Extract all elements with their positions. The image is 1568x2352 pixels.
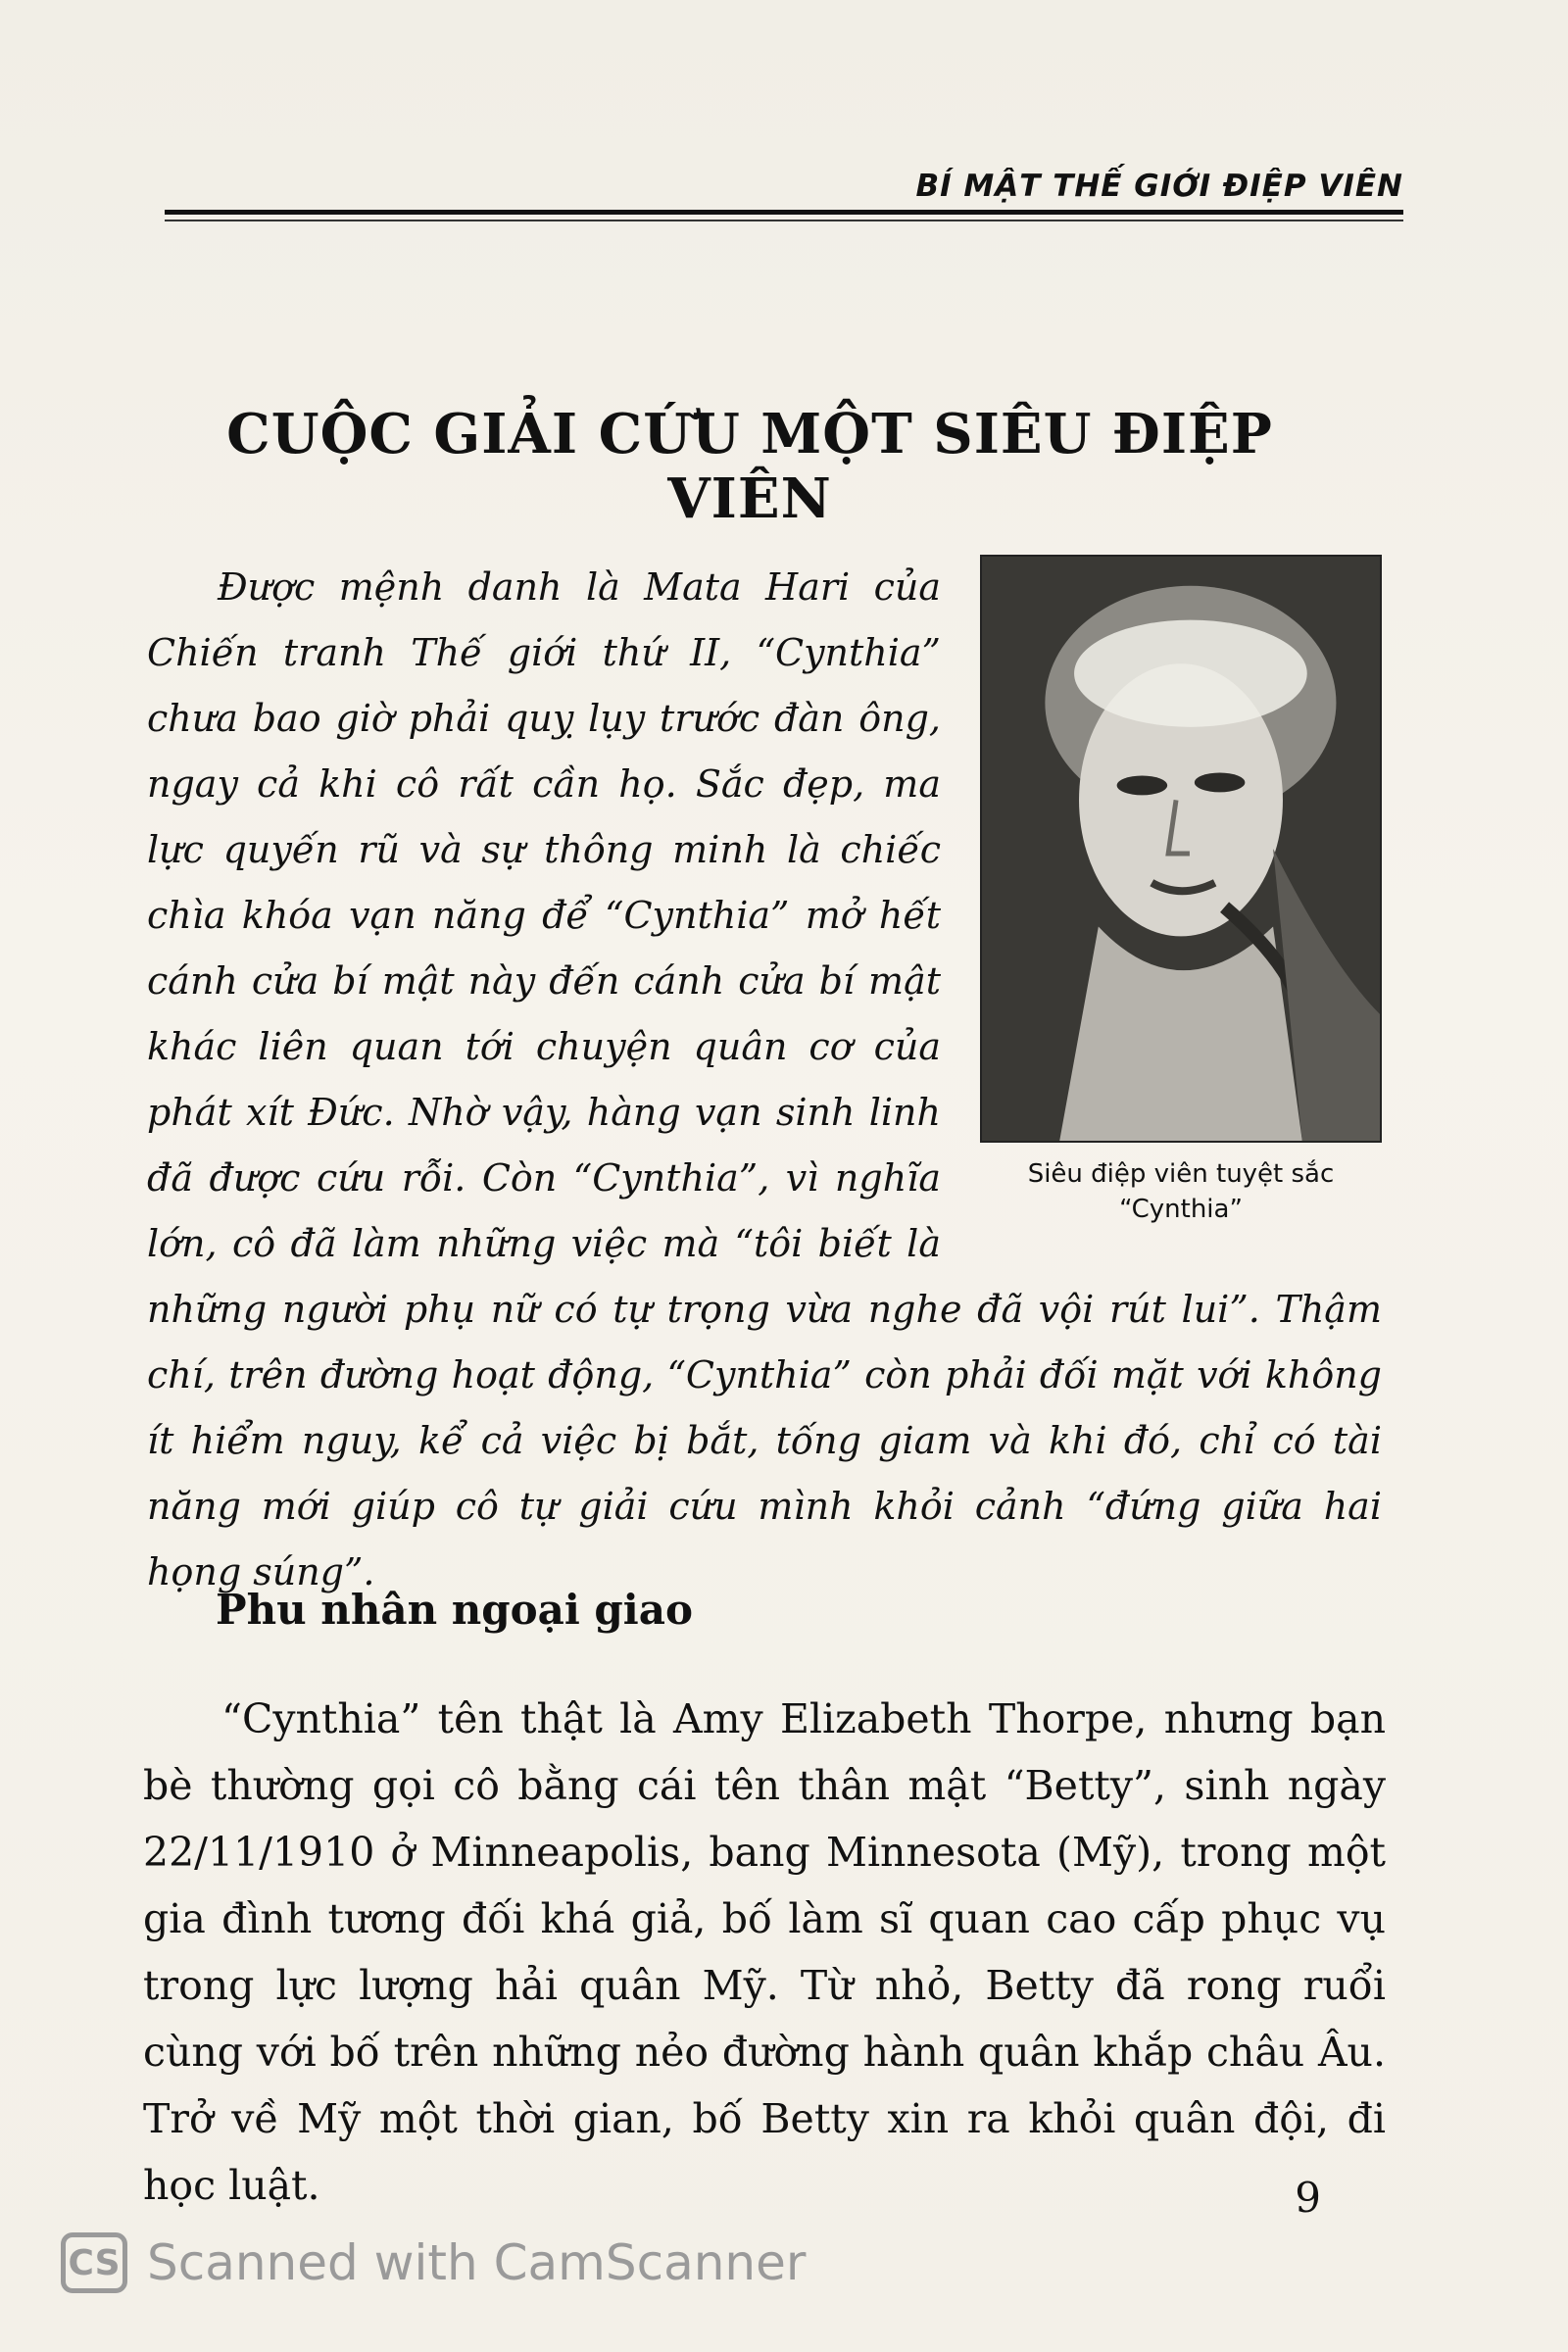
running-header-title: BÍ MẬT THẾ GIỚI ĐIỆP VIÊN (915, 169, 1403, 204)
camscanner-logo: CS (61, 2232, 127, 2293)
section-paragraph (143, 1686, 1386, 2219)
section-heading: Phu nhân ngoại giao (216, 1586, 693, 1634)
chapter-title: CUỘC GIẢI CỨU MỘT SIÊU ĐIỆP VIÊN (226, 402, 1273, 531)
header-rule (165, 210, 1403, 215)
portrait-figure (980, 555, 1382, 1227)
section-paragraph-text: “Cynthia” tên thật là Amy Elizabeth Thorpe, nhưng bạn bè thường gọi cô bằng cái tên thân mật “Betty”, sinh ngày 22/11/1910 ở Minneapolis, bang Minnesota (Mỹ), trong một gia đình tương đối khá giả, bố làm sĩ quan cao cấp phục vụ trong lực lượng hải quân Mỹ. Từ nhỏ, Betty đã rong ruổi cùng với bố trên những nẻo đường hành quân khắp châu Âu. Trở về Mỹ một thời gian, bố Betty xin ra khỏi quân đội, đi học luật. (143, 1695, 1386, 2209)
portrait-caption: Siêu điệp viên tuyệt sắc “Cynthia” (1027, 1159, 1335, 1224)
page-number: 9 (1295, 2174, 1321, 2222)
camscanner-watermark (61, 2232, 806, 2293)
portrait-photo (980, 555, 1382, 1143)
watermark-text: Scanned with CamScanner (147, 2234, 807, 2291)
chapter-intro-text: Được mệnh danh là Mata Hari của Chiến tranh Thế giới thứ II, “Cynthia” chưa bao giờ phải quỵ lụy trước đàn ông, ngay cả khi cô rất cần họ. Sắc đẹp, ma lực quyến rũ và sự thông minh là chiếc chìa khóa vạn năng để “Cynthia” mở hết cánh cửa bí mật này đến cánh cửa bí mật khác liên quan tới chuyện quân cơ của phát xít Đức. Nhờ vậy, hàng vạn sinh linh đã được cứu rỗi. Còn “Cynthia”, vì nghĩa lớn, cô đã làm những việc mà “tôi biết là những người phụ nữ có tự trọng vừa nghe đã vội rút lui”. Thậm chí, trên đường hoạt động, “Cynthia” còn phải đối mặt với không ít hiểm nguy, kể cả việc bị bắt, tống giam và khi đó, chỉ có tài năng mới giúp cô tự giải cứu mình khỏi cảnh “đứng giữa hai họng súng”. (147, 565, 1382, 1593)
header-rule-thin (165, 220, 1403, 221)
chapter-intro (147, 555, 1382, 1605)
